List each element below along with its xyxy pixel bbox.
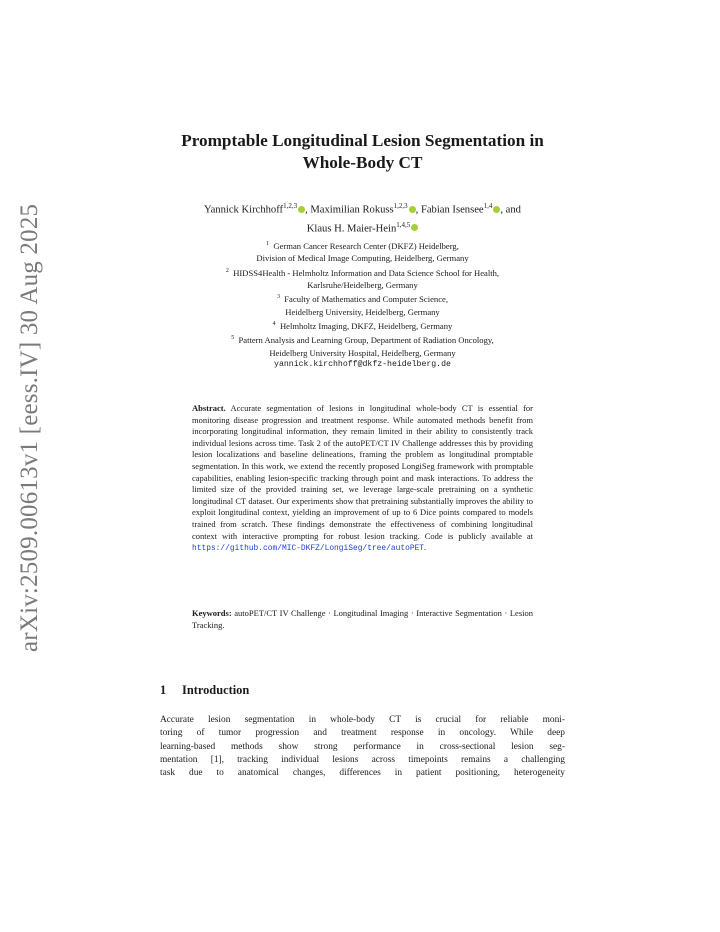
title-line-2: Whole-Body CT xyxy=(302,153,423,172)
affiliation-4 xyxy=(150,318,575,332)
intro-line: learning-based methods show strong performance in cross-sectional lesion seg- xyxy=(160,741,565,752)
author-name: Klaus H. Maier-Hein xyxy=(306,223,397,235)
arxiv-side-stamp: arXiv:2509.00613v1 [eess.IV] 30 Aug 2025 xyxy=(16,203,43,652)
intro-line: mentation [1], tracking individual lesions across timepoints remains a challenging xyxy=(160,754,565,765)
author-affil-sup: 1,2,3 xyxy=(393,202,408,210)
affiliation-3 xyxy=(150,291,575,305)
author-line-1: Yannick Kirchhoff$^{1,2,3}$ , Maximilian Rokuss$^{1,2,3}$ , Fabian Isensee$^{1,4}$ , and xyxy=(204,202,521,216)
affiliations xyxy=(150,238,575,371)
section-heading xyxy=(160,683,580,698)
affiliation-3-cont: Heidelberg University, Heidelberg, Germany xyxy=(285,306,440,317)
affiliation-2 xyxy=(150,265,575,279)
orcid-icon[interactable] xyxy=(409,206,416,213)
contact-email[interactable]: yannick.kirchhoff@dkfz-heidelberg.de xyxy=(274,359,451,369)
introduction-paragraph xyxy=(160,714,565,780)
affiliation-5 xyxy=(150,332,575,346)
section-number: 1 xyxy=(160,683,167,697)
affiliation-text: HIDSS4Health - Helmholtz Information and Data Science School for Health, xyxy=(233,267,500,278)
affiliation-1-cont: Division of Medical Image Computing, Heidelberg, Germany xyxy=(256,253,469,264)
title-line-1: Promptable Longitudinal Lesion Segmentation in xyxy=(181,131,544,150)
author-list xyxy=(150,199,575,236)
abstract-text: Accurate segmentation of lesions in longitudinal whole-body CT is essential for monitoring disease progression and treatment response. While automated methods benefit from incorporating longitudinal information, they remain limited in their ability to consistently track individual lesions across time. Task 2 of the autoPET/CT IV Challenge addresses this by providing lesion localizations and baseline delineations, framing the problem as longitudinal promptable segmentation. In this work, we extend the recently proposed LongiSeg framework with promptable capabilities, enabling lesion-specific tracking through point and mask interactions. To address the limited size of the provided training set, we leverage large-scale pretraining on a synthetic longitudinal CT dataset. Our experiments show that pretraining substantially improves the ability to exploit longitudinal context, yielding an improvement of up to 6 Dice points compared to models trained from scratch. These findings demonstrate the effectiveness of combining longitudinal context with interactive prompting for robust lesion tracking. Code is publicly available at xyxy=(192,403,533,541)
author-affil-sup: 1,2,3 xyxy=(283,202,298,210)
intro-line: toring of tumor progression and treatment response in oncology. While deep xyxy=(160,728,565,739)
keywords-label: Keywords: xyxy=(192,608,232,618)
affiliation-5-cont: Heidelberg University Hospital, Heidelberg, Germany xyxy=(269,347,456,358)
abstract xyxy=(192,403,533,555)
code-link[interactable]: https://github.com/MIC-DKFZ/LongiSeg/tree/autoPET xyxy=(192,544,425,554)
affiliation-2-cont: Karlsruhe/Heidelberg, Germany xyxy=(307,279,418,290)
paper-title xyxy=(140,130,585,174)
orcid-icon[interactable] xyxy=(298,206,305,213)
keywords xyxy=(192,608,533,631)
author-line-2 xyxy=(150,218,575,237)
author-name: Fabian Isensee xyxy=(420,204,484,216)
intro-line: Accurate lesion segmentation in whole-body CT is crucial for reliable moni- xyxy=(160,715,565,725)
author-affil-sup: 1,4,5 xyxy=(396,220,411,229)
affiliation-text: Pattern Analysis and Learning Group, Department of Radiation Oncology, xyxy=(238,335,494,346)
abstract-label: Abstract. xyxy=(192,403,226,413)
abstract-end: . xyxy=(424,542,427,553)
section-title: Introduction xyxy=(182,683,250,697)
affiliation-text: German Cancer Research Center (DKFZ) Heidelberg, xyxy=(273,240,459,251)
affiliation-1 xyxy=(150,238,575,252)
affiliation-number: 3 xyxy=(276,294,280,301)
author-name: Yannick Kirchhoff xyxy=(204,204,284,216)
orcid-icon[interactable] xyxy=(411,224,418,231)
intro-line: task due to anatomical changes, differences in patient positioning, heterogeneity xyxy=(160,768,565,779)
affiliation-number: 5 xyxy=(231,335,235,342)
affiliation-text: Helmholtz Imaging, DKFZ, Heidelberg, Germany xyxy=(279,320,453,331)
affiliation-number: 4 xyxy=(272,321,276,328)
keywords-text: autoPET/CT IV Challenge · Longitudinal Imaging · Interactive Segmentation · Lesion Tracking. xyxy=(192,608,533,630)
author-affil-sup: 1,4 xyxy=(483,202,493,210)
affiliation-number: 1 xyxy=(266,241,270,247)
affiliation-text: Faculty of Mathematics and Computer Science, xyxy=(284,294,448,305)
affiliation-number: 2 xyxy=(225,267,229,274)
author-name: Maximilian Rokuss xyxy=(310,204,394,216)
author-conjunction: , and xyxy=(500,204,521,216)
